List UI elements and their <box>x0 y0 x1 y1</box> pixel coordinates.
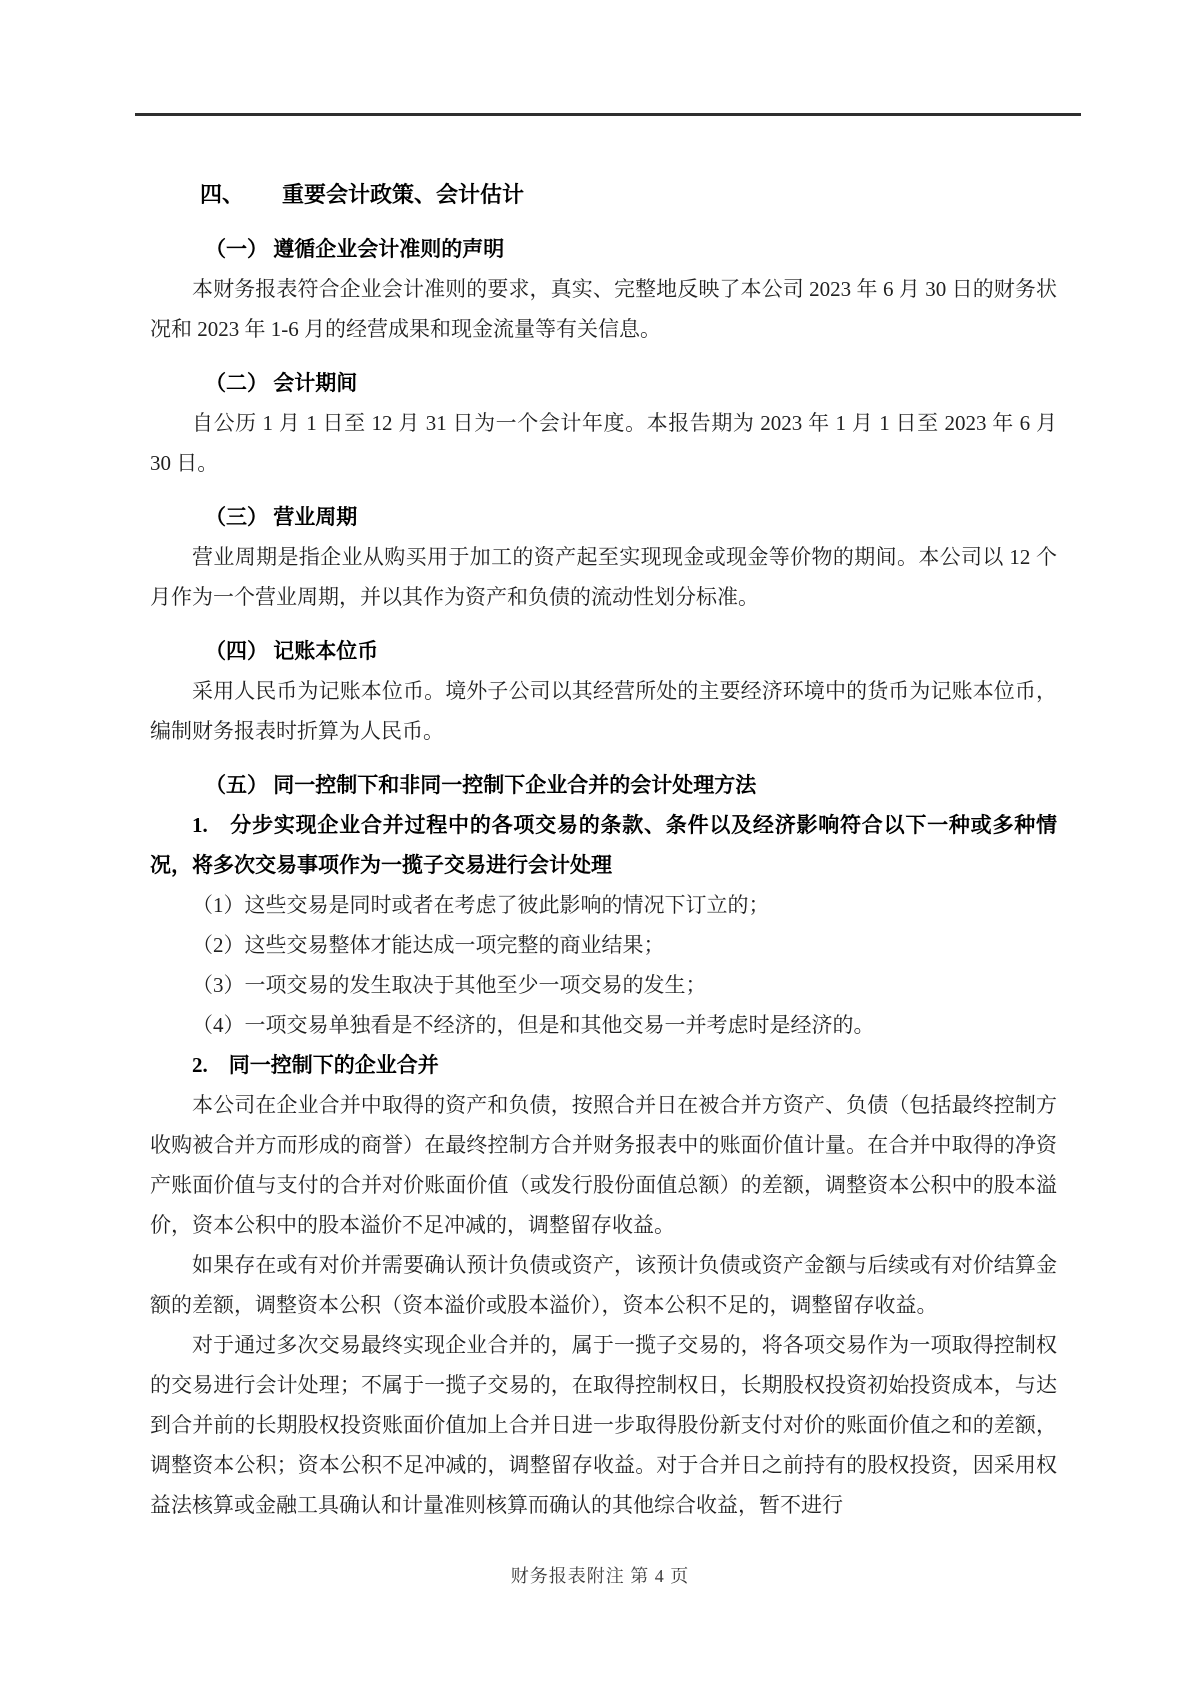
footer-text: 财务报表附注 第 4 页 <box>510 1566 690 1586</box>
paragraph: 如果存在或有对价并需要确认预计负债或资产，该预计负债或资产金额与后续或有对价结算金额的差额，调整资本公积（资本溢价或股本溢价），资本公积不足的，调整留存收益。 <box>150 1253 1057 1317</box>
list-item-3: （3）一项交易的发生取决于其他至少一项交易的发生； <box>192 973 707 997</box>
paragraph: 对于通过多次交易最终实现企业合并的，属于一揽子交易的，将各项交易作为一项取得控制权的交易进行会计处理；不属于一揽子交易的，在取得控制权日，长期股权投资初始投资成本，与达到合并前的长期股权投资账面价值加上合并日进一步取得股份新支付对价的账面价值之和的差额，调整资本公积；资本公积不足冲减的，调整留存收益。对于合并日之前持有的股权投资，因采用权益法核算或金融工具确认和计量准则核算而确认的其他综合收益，暂不进行 <box>150 1333 1057 1517</box>
paragraph: 本财务报表符合企业会计准则的要求，真实、完整地反映了本公司 2023 年 6 月 30 日的财务状况和 2023 年 1-6 月的经营成果和现金流量等有关信息。 <box>150 277 1057 341</box>
document-content <box>150 113 1057 1525</box>
subsection-heading-1: （一） 遵循企业会计准则的声明 <box>205 237 505 261</box>
section-number: 四、 <box>200 182 245 207</box>
paragraph: 自公历 1 月 1 日至 12 月 31 日为一个会计年度。本报告期为 2023 年 1 月 1 日至 2023 年 6 月 30 日。 <box>150 411 1057 475</box>
numbered-heading-1: 1. 分步实现企业合并过程中的各项交易的条款、条件以及经济影响符合以下一种或多种情况，将多次交易事项作为一揽子交易进行会计处理 <box>150 813 1057 877</box>
paragraph: 本公司在企业合并中取得的资产和负债，按照合并日在被合并方资产、负债（包括最终控制方收购被合并方而形成的商誉）在最终控制方合并财务报表中的账面价值计量。在合并中取得的净资产账面价值与支付的合并对价账面价值（或发行股份面值总额）的差额，调整资本公积中的股本溢价，资本公积中的股本溢价不足冲减的，调整留存收益。 <box>150 1093 1057 1237</box>
list-item-4: （4）一项交易单独看是不经济的，但是和其他交易一并考虑时是经济的。 <box>192 1013 875 1037</box>
paragraph: 营业周期是指企业从购买用于加工的资产起至实现现金或现金等价物的期间。本公司以 12 个月作为一个营业周期，并以其作为资产和负债的流动性划分标准。 <box>150 545 1057 609</box>
page-footer <box>0 1563 1200 1589</box>
section-heading <box>150 175 1057 215</box>
subsection-heading-4: （四） 记账本位币 <box>205 639 379 663</box>
subsection-heading-2: （二） 会计期间 <box>205 371 358 395</box>
list-item-2: （2）这些交易整体才能达成一项完整的商业结果； <box>192 933 665 957</box>
section-title: 重要会计政策、会计估计 <box>282 182 525 207</box>
numbered-heading-2: 2. 同一控制下的企业合并 <box>192 1053 439 1077</box>
subsection-heading-5: （五） 同一控制下和非同一控制下企业合并的会计处理方法 <box>205 773 757 797</box>
paragraph: 采用人民币为记账本位币。境外子公司以其经营所处的主要经济环境中的货币为记账本位币，编制财务报表时折算为人民币。 <box>150 679 1057 743</box>
subsection-heading-3: （三） 营业周期 <box>205 505 358 529</box>
list-item-1: （1）这些交易是同时或者在考虑了彼此影响的情况下订立的； <box>192 893 770 917</box>
